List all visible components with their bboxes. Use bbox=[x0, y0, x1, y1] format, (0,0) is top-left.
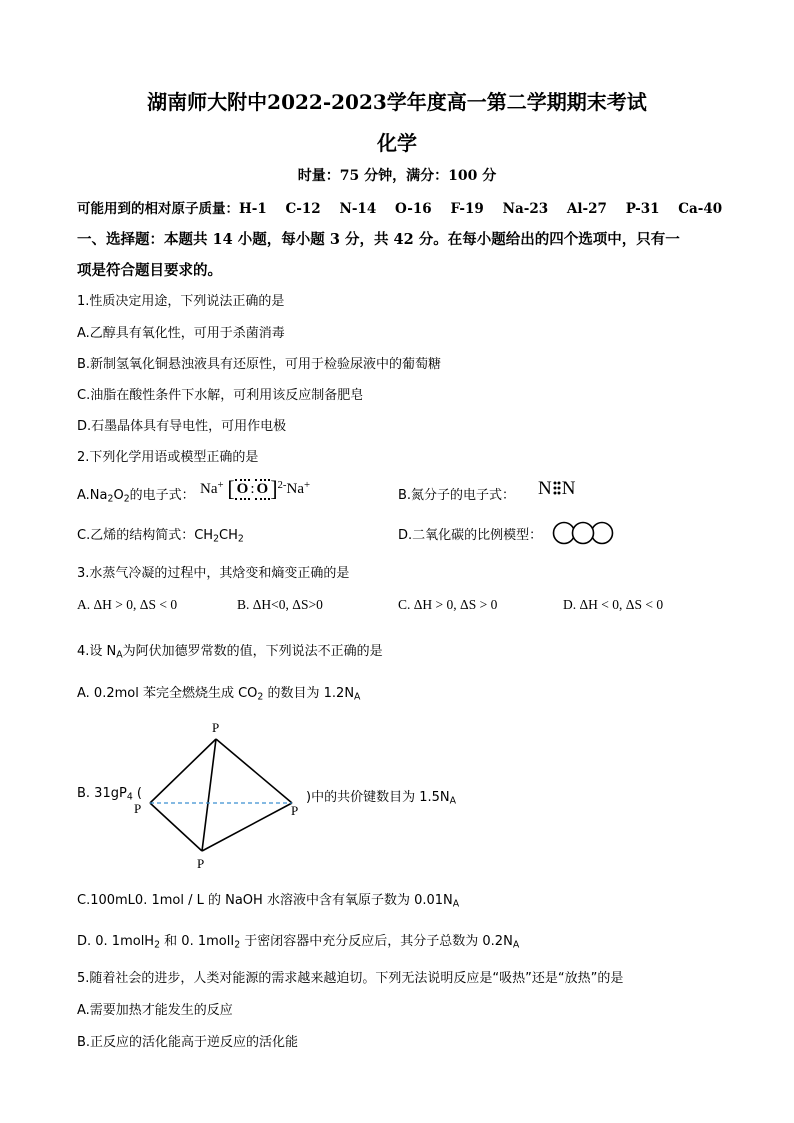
q1-stem: 1.性质决定用途，下列说法正确的是 bbox=[77, 294, 285, 309]
q4-option-b-prefix: B. $31gP_4$ ( bbox=[77, 786, 142, 803]
n2-electron-formula: N N bbox=[538, 478, 576, 499]
p-label-right: P bbox=[291, 803, 299, 818]
q2-option-d: D.二氧化碳的比例模型： bbox=[398, 528, 543, 543]
q1-option-b: B.新制氢氧化铜悬浊液具有还原性，可用于检验尿液中的葡萄糖 bbox=[77, 357, 442, 372]
p-label-top: P bbox=[212, 720, 220, 735]
q5-option-a: A.需要加热才能发生的反应 bbox=[77, 1003, 233, 1018]
co2-space-filling-model bbox=[552, 520, 616, 550]
p4-tetrahedron-diagram bbox=[128, 716, 308, 874]
q3-option-b: B. ΔH<0, ΔS>0 bbox=[237, 597, 323, 612]
q5-stem: 5.随着社会的进步，人类对能源的需求越来越迫切。下列无法说明反应是“吸热”还是“放热”的是 bbox=[77, 971, 624, 986]
subject-title: 化学 bbox=[377, 131, 417, 155]
q3-stem: 3.水蒸气冷凝的过程中，其焓变和熵变正确的是 bbox=[77, 566, 350, 581]
q4-option-b-suffix: )中的共价键数目为 $1.5N_A$ bbox=[306, 790, 457, 807]
q2-stem: 2.下列化学用语或模型正确的是 bbox=[77, 450, 259, 465]
q1-option-c: C.油脂在酸性条件下水解，可利用该反应制备肥皂 bbox=[77, 388, 364, 403]
q2-option-b: B.氮分子的电子式： bbox=[398, 488, 516, 503]
exam-title: 湖南师大附中2022-2023学年度高一第二学期期末考试 bbox=[147, 90, 647, 114]
q2-option-a: $A.Na_2O_2$的电子式： bbox=[77, 488, 195, 505]
q1-option-d: D.石墨晶体具有导电性，可用作电极 bbox=[77, 419, 287, 434]
p-label-bottom: P bbox=[197, 856, 205, 870]
q4-option-c: C.100mL0. 1mol / L 的 NaOH 水溶液中含有氧原子数为 $0.01N_A$ bbox=[77, 893, 460, 910]
q3-option-d: D. ΔH < 0, ΔS < 0 bbox=[563, 597, 664, 612]
q4-option-a: A. 0.2mol 苯完全燃烧生成 $CO_2$ 的数目为 $1.2N_A$ bbox=[77, 686, 361, 703]
q4-stem: 4.设 $N_A$为阿伏加德罗常数的值，下列说法不正确的是 bbox=[77, 644, 383, 661]
na2o2-electron-formula: Na+ [ O : O]$^{2-}$Na+ bbox=[200, 476, 311, 501]
q3-option-a: A. ΔH > 0, ΔS < 0 bbox=[77, 597, 178, 612]
triple-bond-dots bbox=[552, 480, 562, 500]
q2-option-c: C.乙烯的结构简式：$CH_2CH_2$ bbox=[77, 528, 244, 545]
section-heading-line2: 项是符合题目要求的。 bbox=[77, 262, 222, 279]
section-heading-line1: 一、选择题：本题共 14 小题，每小题 3 分，共 42 分。在每小题给出的四个选项中，只有一 bbox=[77, 231, 680, 248]
p-label-left: P bbox=[134, 801, 142, 816]
q3-option-c: C. ΔH > 0, ΔS > 0 bbox=[398, 597, 498, 612]
q4-option-d: D. 0. 1molH$_2$ 和 0. 1molI$_2$ 于密闭容器中充分反应后，其分子总数为 $0.2N_A$ bbox=[77, 934, 520, 951]
atomic-masses: 可能用到的相对原子质量：H-1 C-12 N-14 O-16 F-19 Na-23 Al-27 P-31 Ca-40 bbox=[77, 201, 723, 217]
q1-option-a: A.乙醇具有氧化性，可用于杀菌消毒 bbox=[77, 326, 285, 341]
time-info: 时量：75 分钟，满分：100 分 bbox=[297, 168, 497, 184]
q5-option-b: B.正反应的活化能高于逆反应的活化能 bbox=[77, 1035, 299, 1050]
